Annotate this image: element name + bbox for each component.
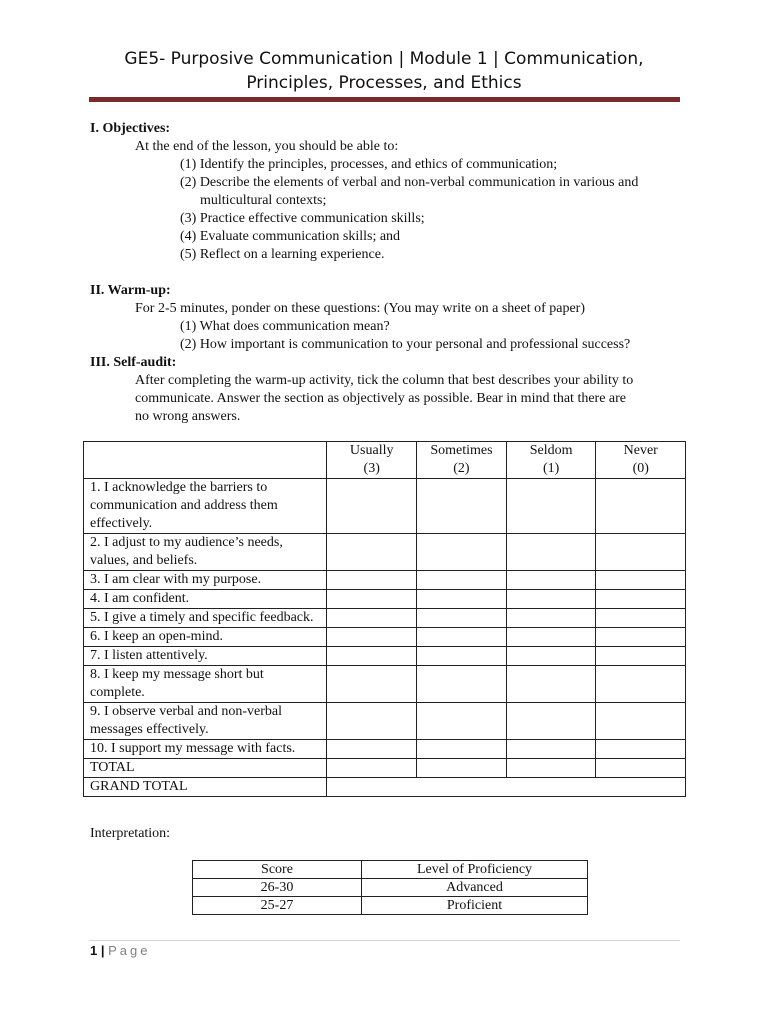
tick-cell[interactable]: [506, 534, 596, 571]
total-cell[interactable]: [596, 759, 686, 778]
audit-statement: 6. I keep an open-mind.: [84, 628, 327, 647]
tick-cell[interactable]: [506, 647, 596, 666]
tick-cell[interactable]: [506, 479, 596, 534]
tick-cell[interactable]: [596, 534, 686, 571]
table-row: [84, 571, 686, 590]
audit-statement: 5. I give a timely and specific feedback.: [84, 609, 327, 628]
tick-cell[interactable]: [596, 666, 686, 703]
interp-header-row: [193, 861, 588, 879]
objective-item: (2) Describe the elements of verbal and non-verbal communication in various and: [180, 175, 639, 190]
total-cell[interactable]: [506, 759, 596, 778]
tick-cell[interactable]: [327, 479, 417, 534]
audit-col-usually: Usually (3): [327, 442, 417, 479]
objective-item: (5) Reflect on a learning experience.: [180, 247, 385, 262]
table-row: [84, 534, 686, 571]
tick-cell[interactable]: [417, 479, 507, 534]
tick-cell[interactable]: [327, 534, 417, 571]
tick-cell[interactable]: [417, 571, 507, 590]
tick-cell[interactable]: [506, 666, 596, 703]
audit-statement: 10. I support my message with facts.: [84, 740, 327, 759]
tick-cell[interactable]: [596, 479, 686, 534]
selfaudit-heading: III. Self-audit:: [90, 355, 177, 370]
grand-total-label: GRAND TOTAL: [84, 778, 327, 797]
interp-score: 25-27: [193, 897, 362, 915]
table-row: [84, 628, 686, 647]
total-cell[interactable]: [417, 759, 507, 778]
objective-item: (1) Identify the principles, processes, and ethics of communication;: [180, 157, 558, 172]
table-row: [84, 740, 686, 759]
audit-statement: 1. I acknowledge the barriers to communication and address them effectively.: [84, 479, 327, 534]
tick-cell[interactable]: [327, 571, 417, 590]
tick-cell[interactable]: [506, 703, 596, 740]
selfaudit-line: no wrong answers.: [135, 409, 241, 424]
document-body: [90, 120, 690, 426]
table-row: [84, 703, 686, 740]
tick-cell[interactable]: [417, 740, 507, 759]
tick-cell[interactable]: [596, 609, 686, 628]
audit-statement: 4. I am confident.: [84, 590, 327, 609]
self-audit-table: [83, 441, 686, 797]
tick-cell[interactable]: [327, 609, 417, 628]
tick-cell[interactable]: [506, 740, 596, 759]
tick-cell[interactable]: [596, 590, 686, 609]
header-title-line1: GE5- Purposive Communication | Module 1 | Communication,: [124, 49, 644, 69]
audit-statement: 7. I listen attentively.: [84, 647, 327, 666]
interp-header-score: Score: [193, 861, 362, 879]
total-row: [84, 759, 686, 778]
objective-item: (3) Practice effective communication skills;: [180, 211, 425, 226]
audit-statement: 2. I adjust to my audience’s needs, values, and beliefs.: [84, 534, 327, 571]
tick-cell[interactable]: [327, 666, 417, 703]
audit-statement: 8. I keep my message short but complete.: [84, 666, 327, 703]
objective-item: (4) Evaluate communication skills; and: [180, 229, 401, 244]
interp-score: 26-30: [193, 879, 362, 897]
tick-cell[interactable]: [596, 571, 686, 590]
footer-separator: |: [100, 943, 105, 958]
tick-cell[interactable]: [506, 609, 596, 628]
page-footer: [90, 943, 151, 958]
grand-total-cell[interactable]: [327, 778, 686, 797]
tick-cell[interactable]: [417, 590, 507, 609]
table-row: [84, 479, 686, 534]
table-row: [193, 879, 588, 897]
total-label: TOTAL: [84, 759, 327, 778]
tick-cell[interactable]: [506, 571, 596, 590]
objective-item-continued: multicultural contexts;: [200, 193, 327, 208]
interp-header-level: Level of Proficiency: [362, 861, 588, 879]
interpretation-table: [192, 860, 588, 915]
header-title-line2: Principles, Processes, and Ethics: [246, 73, 522, 93]
tick-cell[interactable]: [506, 590, 596, 609]
tick-cell[interactable]: [417, 666, 507, 703]
warmup-question: (1) What does communication mean?: [180, 319, 390, 334]
tick-cell[interactable]: [506, 628, 596, 647]
document-header: [0, 47, 768, 95]
tick-cell[interactable]: [327, 590, 417, 609]
audit-header-blank: [84, 442, 327, 479]
header-rule: [89, 97, 680, 102]
audit-statement: 9. I observe verbal and non-verbal messages effectively.: [84, 703, 327, 740]
total-cell[interactable]: [327, 759, 417, 778]
footer-rule: [89, 940, 680, 941]
tick-cell[interactable]: [596, 740, 686, 759]
audit-col-never: Never (0): [596, 442, 686, 479]
warmup-question: (2) How important is communication to your personal and professional success?: [180, 337, 631, 352]
objectives-heading: I. Objectives:: [90, 121, 171, 136]
tick-cell[interactable]: [596, 628, 686, 647]
tick-cell[interactable]: [327, 647, 417, 666]
selfaudit-line: communicate. Answer the section as objectively as possible. Bear in mind that there are: [135, 391, 627, 406]
tick-cell[interactable]: [327, 628, 417, 647]
tick-cell[interactable]: [327, 740, 417, 759]
tick-cell[interactable]: [327, 703, 417, 740]
tick-cell[interactable]: [417, 647, 507, 666]
warmup-heading: II. Warm-up:: [90, 283, 171, 298]
table-row: [84, 647, 686, 666]
tick-cell[interactable]: [417, 534, 507, 571]
audit-col-sometimes: Sometimes (2): [417, 442, 507, 479]
table-row: [84, 590, 686, 609]
tick-cell[interactable]: [417, 628, 507, 647]
interp-level: Proficient: [362, 897, 588, 915]
grand-total-row: [84, 778, 686, 797]
tick-cell[interactable]: [596, 703, 686, 740]
interp-level: Advanced: [362, 879, 588, 897]
objectives-intro: At the end of the lesson, you should be able to:: [135, 139, 399, 154]
selfaudit-line: After completing the warm-up activity, tick the column that best describes your ability to: [135, 373, 634, 388]
page-number: 1: [90, 943, 98, 958]
page-word: Page: [108, 943, 151, 958]
audit-col-seldom: Seldom (1): [506, 442, 596, 479]
table-row: [84, 666, 686, 703]
tick-cell[interactable]: [417, 609, 507, 628]
table-row: [84, 609, 686, 628]
tick-cell[interactable]: [596, 647, 686, 666]
tick-cell[interactable]: [417, 703, 507, 740]
table-row: [193, 897, 588, 915]
interpretation-label: Interpretation:: [90, 826, 171, 841]
audit-header-row: [84, 442, 686, 479]
audit-statement: 3. I am clear with my purpose.: [84, 571, 327, 590]
warmup-intro: For 2-5 minutes, ponder on these questions: (You may write on a sheet of paper): [135, 301, 585, 316]
